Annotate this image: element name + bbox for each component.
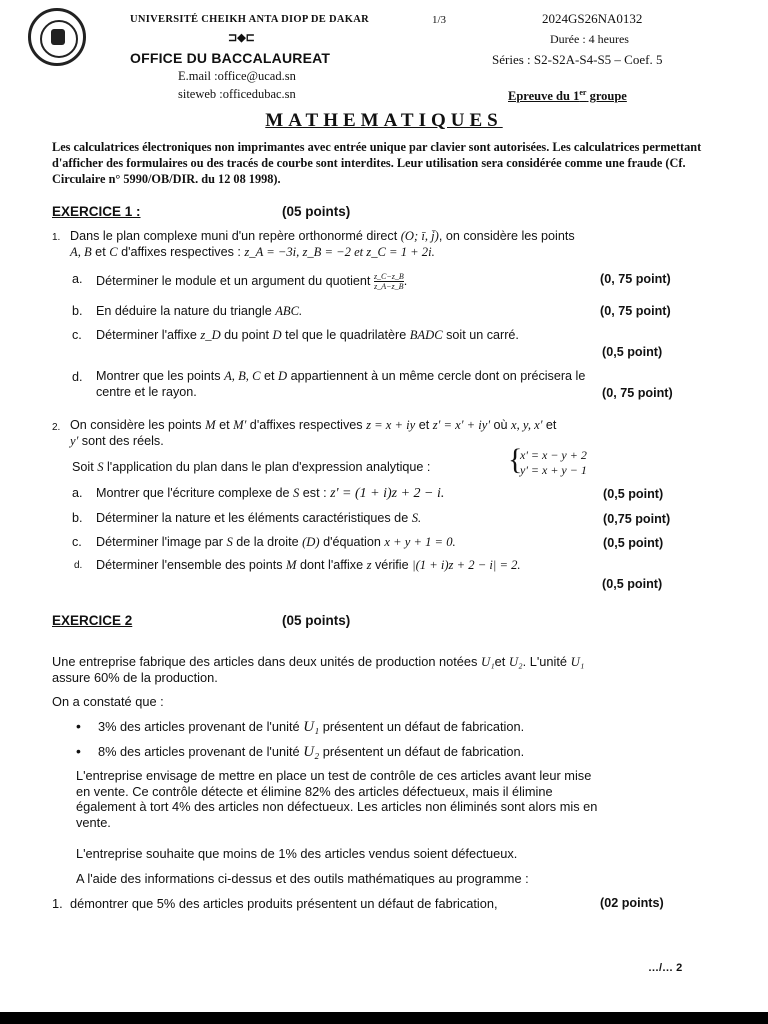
question-number: 2. [52, 422, 61, 433]
question-2-reals: y' sont des réels. [70, 434, 164, 448]
question-number: 1. [52, 896, 63, 911]
page-title: MATHEMATIQUES [265, 110, 503, 131]
exam-duration: Durée : 4 heures [550, 32, 629, 46]
quality-goal: L'entreprise souhaite que moins de 1% des articles vendus soient défectueux. [76, 846, 518, 861]
item-label: d. [72, 370, 83, 384]
question-1-statement: Dans le plan complexe muni d'un repère orthonormé direct (O; ī, j̄), on considère les points [70, 229, 575, 243]
item-label: b. [72, 304, 83, 318]
page-number: 1/3 [432, 14, 447, 26]
item-label: c. [72, 535, 82, 549]
question-2d: Déterminer l'ensemble des points M dont l'affixe z vérifie |(1 + i)z + 2 − i| = 2. [96, 558, 521, 572]
exam-series: Séries : S2-S2A-S4-S5 – Coef. 5 [492, 52, 663, 67]
points-ex2-q1: (02 points) [600, 896, 664, 910]
defect-rate-u2: 8% des articles provenant de l'unité U₂ présentent un défaut de fabrication. [98, 744, 525, 760]
header-decoration: ⊐◆⊏ [228, 32, 255, 44]
item-label: a. [72, 486, 83, 500]
university-logo [28, 8, 86, 66]
exercise-2-heading: EXERCICE 2 [52, 613, 133, 628]
question-2c: Déterminer l'image par S de la droite (D) d'équation x + y + 1 = 0. [96, 535, 456, 549]
defect-rate-u1: 3% des articles provenant de l'unité U₁ présentent un défaut de fabrication. [98, 719, 525, 735]
question-1-affixes: A, B et C d'affixes respectives : z_A = −3i, z_B = −2 et z_C = 1 + 2i. [70, 245, 435, 259]
question-2b: Déterminer la nature et les éléments caractéristiques de S. [96, 511, 422, 525]
bottom-border [0, 1012, 768, 1024]
university-name: UNIVERSITÉ CHEIKH ANTA DIOP DE DAKAR [130, 14, 370, 25]
item-label: c. [72, 328, 82, 342]
analytic-system: x' = x − y + 2 y' = x + y − 1 [520, 448, 587, 477]
exercise-2-intro: Une entreprise fabrique des articles dans deux unités de production notées U₁et U₂. L'unité U₁ [52, 654, 585, 669]
points-1c: (0,5 point) [602, 345, 663, 359]
points-1a: (0, 75 point) [600, 272, 671, 286]
points-1d: (0, 75 point) [602, 386, 673, 400]
points-2b: (0,75 point) [603, 512, 671, 526]
exercise-2-intro-continued: assure 60% de la production. [52, 670, 218, 685]
question-1d-continued: centre et le rayon. [96, 385, 197, 399]
exercise-2-points: (05 points) [282, 613, 351, 628]
office-name: OFFICE DU BACCALAUREAT [130, 50, 331, 66]
points-1b: (0, 75 point) [600, 304, 671, 318]
office-email: E.mail :office@ucad.sn [178, 69, 296, 83]
exercise-1-heading: EXERCICE 1 : [52, 204, 141, 219]
points-2a: (0,5 point) [603, 487, 664, 501]
observation-intro: On a constaté que : [52, 694, 164, 709]
item-label: b. [72, 511, 83, 525]
instructions-intro: A l'aide des informations ci-dessus et des outils mathématiques au programme : [76, 871, 529, 886]
bullet-dot: • [76, 743, 81, 759]
calculator-rules: Les calculatrices électroniques non imprimantes avec entrée unique par clavier sont autorisées. Les calculatrices permettant d'afficher des formulaires ou des tracés de courbe sont interdites. Leur utilisation sera considérée comme une fraude (Cf. Circulaire n° 5990/OB/DIR. du 12 08 1998). [52, 140, 702, 186]
question-1b: En déduire la nature du triangle ABC. [96, 304, 303, 318]
points-2c: (0,5 point) [603, 536, 664, 550]
exam-code: 2024GS26NA0132 [542, 11, 643, 26]
exam-group: Epreuve du 1er groupe [508, 88, 627, 104]
question-1d: Montrer que les points A, B, C et D appartiennent à un même cercle dont on précisera le [96, 369, 586, 383]
continued-marker: …/… 2 [648, 962, 683, 974]
bullet-dot: • [76, 718, 81, 734]
exercise-1-points: (05 points) [282, 204, 351, 219]
question-2a: Montrer que l'écriture complexe de S est : z' = (1 + i)z + 2 − i. [96, 486, 445, 501]
question-2-application: Soit S l'application du plan dans le plan d'expression analytique : [72, 460, 431, 474]
question-1a: Déterminer le module et un argument du quotient $\frac{z\_C-z\_B}{z\_A-z\_B}$ . [96, 272, 408, 291]
item-label: d. [74, 560, 83, 571]
system-brace: { [508, 443, 523, 476]
item-label: a. [72, 272, 83, 286]
control-test-paragraph: L'entreprise envisage de mettre en place un test de contrôle de ces articles avant leur mise en vente. Ce contrôle détecte et élimine 82% des articles défectueux, mais il élimine également à tort 4% des articles non défectueux. Les articles non éliminés sont alors mis en vente. [76, 768, 598, 830]
exercise-2-question-1: démontrer que 5% des articles produits présentent un défaut de fabrication, [70, 896, 498, 911]
question-2-statement: On considère les points M et M' d'affixes respectives z = x + iy et z' = x' + iy' où x, y, x' et [70, 418, 557, 432]
points-2d: (0,5 point) [602, 577, 663, 591]
question-number: 1. [52, 232, 61, 243]
office-website: siteweb :officedubac.sn [178, 87, 296, 101]
question-1c: Déterminer l'affixe z_D du point D tel que le quadrilatère BADC soit un carré. [96, 328, 519, 342]
